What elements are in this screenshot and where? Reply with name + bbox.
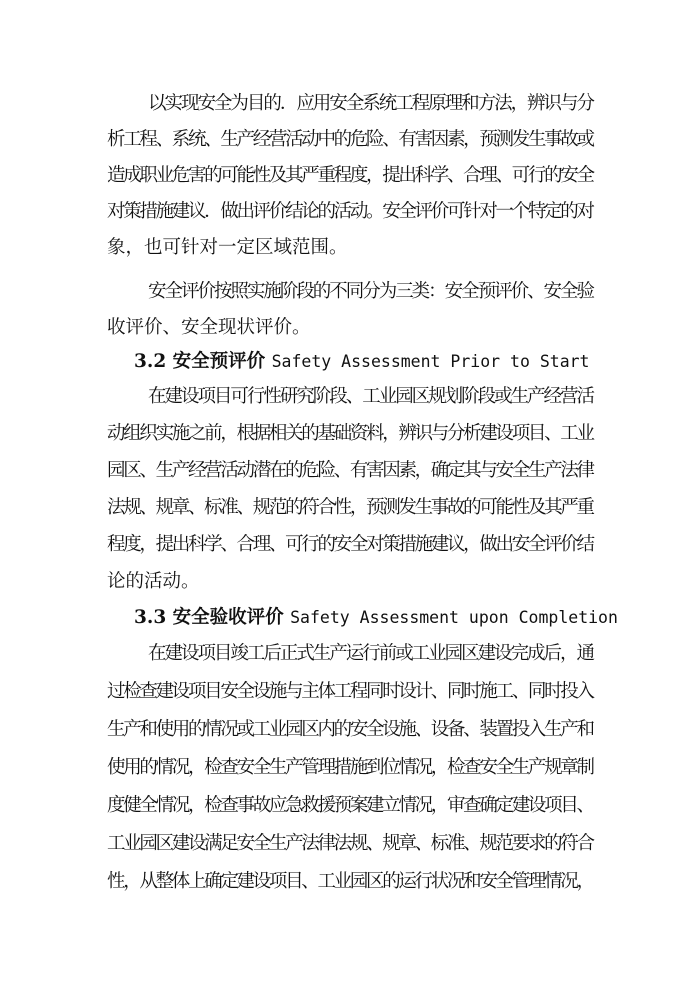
para4-line-6: 工业园区建设满足安全生产法律法规、规章、标准、规范要求的符合 <box>107 833 593 854</box>
para3-line-6: 论的活动。 <box>107 571 200 592</box>
para1-line-1: 以实现安全为目的．应用安全系统工程原理和方法，辨识与分 <box>148 93 593 114</box>
para3-line-4: 法规、规章、标准、规范的符合性，预测发生事故的可能性及其严重 <box>107 497 593 518</box>
section-number: 3.2 <box>134 351 167 372</box>
para4-line-2: 过检查建设项目安全设施与主体工程同时设计、同时施工、同时投入 <box>107 681 593 702</box>
para2-line-1: 安全评价按照实施阶段的不同分为三类：安全预评价、安全验 <box>148 281 593 302</box>
para2-line-2: 收评价、安全现状评价。 <box>107 317 311 338</box>
para4-line-3: 生产和使用的情况或工业园区内的安全设施、设备、装置投入生产和 <box>107 719 593 740</box>
para4-line-4: 使用的情况，检查安全生产管理措施到位情况，检查安全生产规章制 <box>107 757 593 778</box>
para3-line-2: 动组织实施之前，根据相关的基础资料，辨识与分析建设项目、工业 <box>107 423 593 444</box>
section-heading-3-3 <box>134 605 700 631</box>
section-title-en: Safety Assessment Prior to Start <box>271 352 590 371</box>
para4-line-7: 性，从整体上确定建设项目、工业园区的运行状况和安全管理情况， <box>107 871 593 892</box>
section-title-en: Safety Assessment upon Completion <box>290 608 618 627</box>
para3-line-3: 园区、生产经营活动潜在的危险、有害因素，确定其与安全生产法律 <box>107 460 593 481</box>
section-number: 3.3 <box>134 607 167 628</box>
para1-line-3: 造成职业危害的可能性及其严重程度，提出科学、合理、可行的安全 <box>107 165 593 186</box>
para1-line-5: 象，也可针对一定区域范围。 <box>107 237 348 258</box>
para1-line-2: 析工程、系统、生产经营活动中的危险、有害因素，预测发生事故或 <box>107 129 593 150</box>
section-title-cn: 安全验收评价 <box>172 607 284 628</box>
section-title-cn: 安全预评价 <box>172 351 266 372</box>
section-heading-3-2 <box>134 349 700 375</box>
para1-line-4: 对策措施建议．做出评价结论的活动。安全评价可针对一个特定的对 <box>107 201 593 222</box>
para4-line-1: 在建设项目竣工后正式生产运行前或工业园区建设完成后，通 <box>148 643 593 664</box>
para3-line-5: 程度，提出科学、合理、可行的安全对策措施建议，做出安全评价结 <box>107 534 593 555</box>
para3-line-1: 在建设项目可行性研究阶段、工业园区规划阶段或生产经营活 <box>148 386 593 407</box>
para4-line-5: 度健全情况，检查事故应急救援预案建立情况，审查确定建设项目、 <box>107 795 593 816</box>
